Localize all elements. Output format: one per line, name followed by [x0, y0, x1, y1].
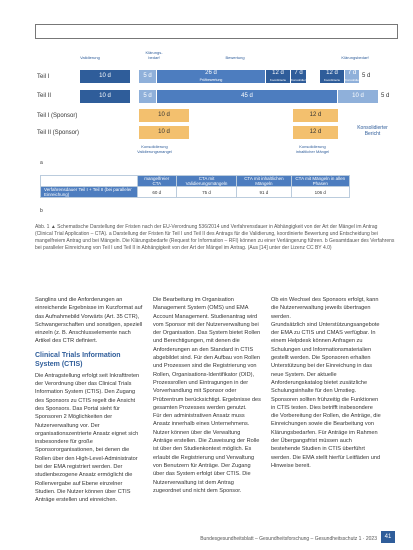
figure	[35, 40, 396, 220]
timeline-segment: 10 d	[139, 126, 189, 139]
table-header	[41, 176, 138, 187]
paragraph: Die Bearbeitung im Organisation Management System (OMS) und EMA Account Management. Studienantrag wird vom Sponsor mit der Nutzerverwaltung bei der Organisation. Das System bietet Rollen und Berechtigungen, mit denen die Anforderungen an den Standard in CTIS abgebildet sind. Für den Aufbau von Rollen und Prozessen sind die Registrierung von Rollen, Organisations-Identifikator (OID), Prozessrollen und Eintragungen in der Vorverhandlung mit Sponsor oder Prüfzentrum berücksichtigt. Ergebnisse des gesamten Prozesses werden genutzt.	[153, 297, 261, 411]
clock-stop-label: Klärungsbedarf	[341, 55, 369, 60]
segment-sublabel: Prüfbewertung	[199, 78, 223, 82]
table-cell: 106 d	[291, 187, 349, 198]
column-1	[35, 296, 143, 505]
paragraph: Grundsätzlich sind Unterstützungsangebote der EMA zu CTIS und CMAS verfügbar. In einem Helpdesk können Anfragen zu Schulungen und Informationsmaterialien gestellt werden. Die Sponsoren erhalten Unterstützung bei der Einreichung in das neue System. Der aktuelle Anforderungskatalog bietet zusätzliche Schulungsinhalte für den Umstieg.	[271, 321, 380, 395]
assessment-label: Bewertung	[225, 55, 245, 60]
timeline-segment: 12 d	[293, 109, 338, 122]
paragraph: Sanglins und die Anforderungen an einreichende Ergebnisse im Kurzformat auf das Aufnahmebild Vorwärts (Art. 35 CTR), Schwangerschaften und sonstigen, speziell einzeln (z. B. Anschlusselemente nach Artikel des CTR definiert.	[35, 297, 143, 345]
timeline-segment: 10 d	[139, 109, 189, 122]
paragraph: Die Antragstellung erfolgt seit Inkrafttreten der Verordnung über das Clinical Trials Information System (CTIS). Den Zugang des Sponsors zu CTIS regelt die Ansicht des Sponsors. Das Portal sieht für Sponsoren 2 Möglichkeiten der Nutzerverwaltung vor. Der organisationszentrierte Ansatz eignet sich insbesondere für große Sponsororganisationen, bei denen die Rollen über den High-Level-Administrator bei der EMA registriert werden. Der studienbezogene Ansatz ermöglicht die Rollenvergabe auf Ebene einzelner Studien. Die Nutzer können über CTIS Anträge erstellen und einreichen.	[35, 372, 140, 504]
timeline-segment: 5 d	[139, 70, 156, 83]
row-label-teil2-sponsor: Teil II (Sponsor)	[37, 130, 80, 136]
rfi-label: Klärungs- bedarf	[145, 50, 163, 60]
segment-value: 12 d	[272, 70, 284, 76]
table-cell: 75 d	[176, 187, 237, 198]
page-number: 41	[381, 531, 395, 543]
table-cell: 91 d	[237, 187, 291, 198]
paragraph: Ob ein Wechsel des Sponsors erfolgt, kann die Nutzerverwaltung jeweils übertragen werden.	[271, 297, 379, 320]
annotation-right: Konsolidierung inhaltlicher Mängel	[295, 144, 330, 154]
timeline-segment	[320, 70, 344, 89]
timeline-segment: 10 d	[80, 90, 130, 103]
paragraph: Für den administrativen Ansatz muss Ansatz innerhalb eines Unternehmens. Nutzer können über die Verwaltung Anträge erstellen. Die Zuweisung der Rolle ist über den Studienkontext möglich. Es erlaubt die Registrierung und Verwaltung von Benutzern für Anträge. Der Zugang über das System erfolgt über CTIS. Die Nutzerverwaltung ist dem Antrag zugeordnet und nicht dem Sponsor.	[153, 413, 260, 494]
segment-value: 7 d	[294, 70, 303, 76]
paragraph: Sponsoren sollten frühzeitig die Funktionen in CTIS testen. Dies betrifft insbesondere die Vorbereitung der Rollen, die Anträge, die Einreichungen sowie die Bearbeitung von Klärungsbedarfen. Für Anträge im Rahmen der Übergangsfrist müssen auch bestehende Studien in CTIS überführt werden. Die EMA stellt hierfür Leitfäden und Hinweise bereit.	[271, 396, 381, 469]
table-header: CTA mit Mängeln in allen Phasen	[291, 176, 349, 187]
panel-b-label: b	[40, 208, 43, 214]
segment-value: 7 d	[347, 70, 357, 76]
timeline-segment: 10 d	[338, 90, 378, 103]
segment-sublabel: Koordinierte Bewertung	[323, 78, 341, 89]
timeline-end: 5 d	[381, 93, 390, 99]
timeline-segment: 45 d	[157, 90, 337, 103]
timeline-segment	[157, 70, 265, 83]
journal-footer: Bundesgesundheitsblatt – Gesundheitsforschung – Gesundheitsschutz 1 · 2023	[200, 536, 377, 542]
segment-value: 12 d	[326, 70, 338, 76]
segment-value: 26 d	[205, 70, 217, 76]
row-label-teil2: Teil II	[37, 93, 52, 99]
timeline-segment	[291, 70, 311, 83]
table-header: CTA mit Validierungsmängeln	[176, 176, 237, 187]
validation-label: Validierung	[80, 55, 100, 60]
row-label-teil1: Teil I	[37, 74, 50, 80]
figure-table	[40, 175, 350, 198]
section-heading: Clinical Trials Information System (CTIS)	[35, 351, 121, 368]
timeline-segment: 5 d	[139, 90, 156, 103]
header-bar	[35, 24, 398, 39]
table-header: CTA mit inhaltlichen Mängeln	[237, 176, 291, 187]
figure-caption: Abb. 1 ▲ Schematische Darstellung der Fristen nach der EU-Verordnung 536/2014 und Verfahrensdauer in Abhängigkeit von der Art der Mängel im Antrag (Clinical Trial Application – CTA). a Darstellung der Fristen für Teil I und Teil II des Antrags für die Validierung, koordinierte Bewertung und Entscheidung bei mangelfreiem Antrag und bei Mängeln. Die Klärungsbedarfe (Request for Information – RFI) können zu einer Verlängerung führen. b Gesamtdauer des Verfahrens bei paralleler Einreichung von Teil I und Teil II in Abhängigkeit von der Art der Mängel im Antrag. (Aus [14] unter der Lizenz CC BY 4.0)	[35, 224, 395, 251]
timeline-segment: 10 d	[80, 70, 130, 83]
segment-sublabel: Koordinierte Bewertung	[269, 78, 287, 89]
row-label-teil1-sponsor: Teil I (Sponsor)	[37, 113, 78, 119]
timeline-segment: 12 d	[293, 126, 338, 139]
segment-sublabel: Konsolidierung	[345, 78, 365, 82]
timeline-segment	[266, 70, 290, 89]
table-cell: Verfahrensdauer Teil I + Teil II (bei paralleler Einreichung)	[41, 187, 138, 198]
column-3	[271, 296, 381, 470]
column-2	[153, 296, 261, 495]
timeline-end: 5 d	[362, 73, 371, 79]
table-header: mangelfreier CTA	[137, 176, 176, 187]
segment-sublabel: Konsolidierung	[291, 78, 311, 82]
report-label: Konsolidierter Bericht	[357, 125, 388, 137]
panel-a-label: a	[40, 160, 43, 166]
timeline-segment	[345, 70, 365, 83]
annotation-left: Konsolidierung Validierungsmangel	[137, 144, 172, 154]
table-cell: 60 d	[137, 187, 176, 198]
